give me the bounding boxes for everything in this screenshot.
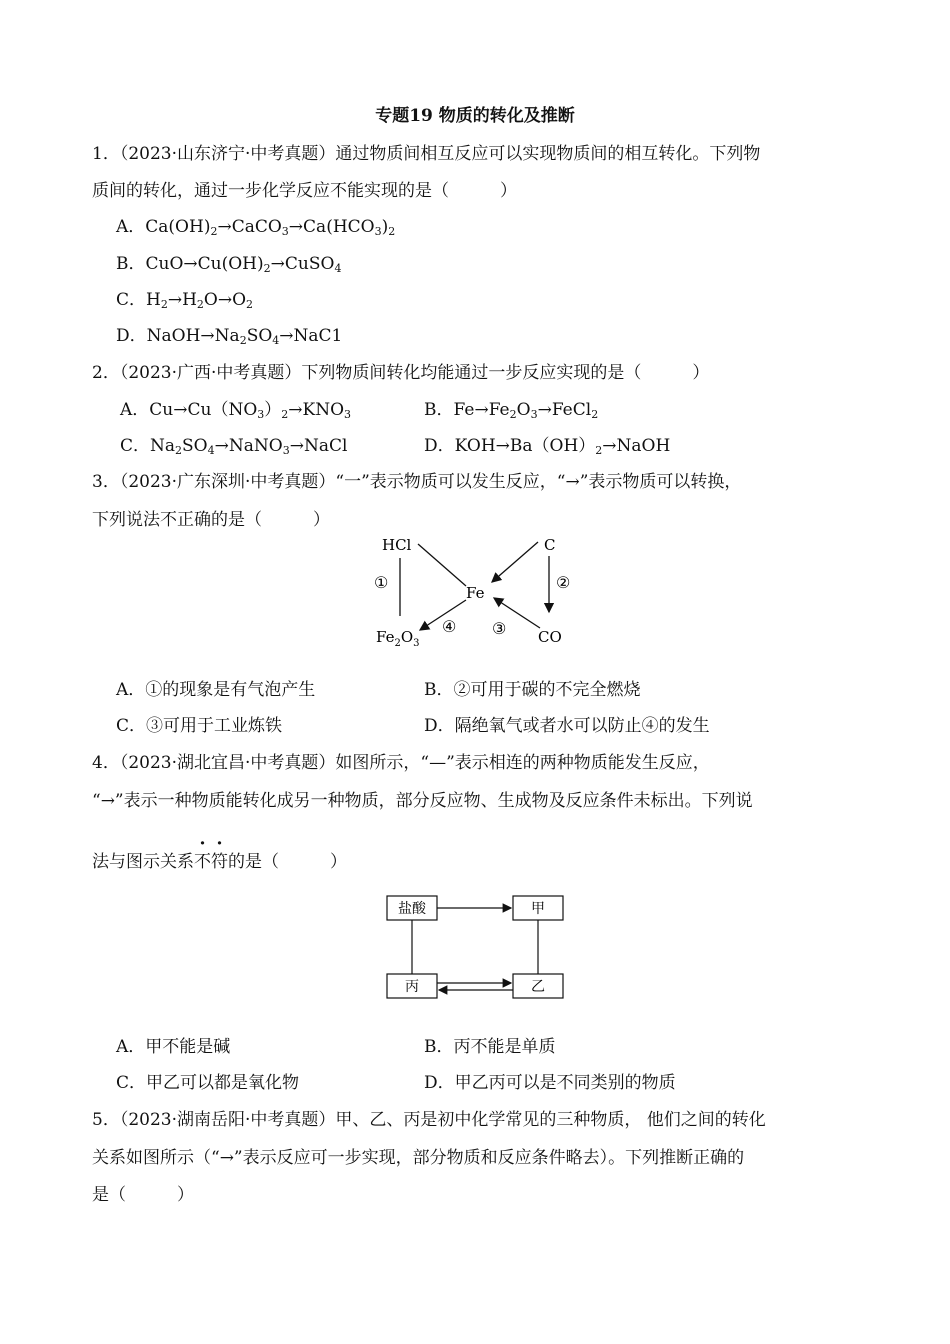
q4-label-bing: 丙 [405,979,419,995]
q4-stem-line1: 4．（2023·湖北宜昌·中考真题）如图所示，“—”表示相连的两种物质能发生反应， [92,753,710,773]
q1-option-c: C．$H_2\to H_2O\to O_2$ [116,290,254,311]
q1-stem-line2: 质间的转化，通过一步化学反应不能实现的是（ ） [92,181,517,201]
q4-label-jia: 甲 [531,901,545,917]
q4-box-diagram [380,890,580,1010]
q1-option-b: B．$CuO\to Cu(OH)_2\to CuSO_4$ [116,254,342,275]
q3-arrow-c-fe [492,542,538,582]
q3-option-b: B．②可用于碳的不完全燃烧 [424,680,641,700]
q4-option-b: B．丙不能是单质 [424,1037,556,1057]
q3-node-fe: Fe [466,584,485,602]
q3-label-1: ① [374,573,389,592]
q1-option-d: D．$NaOH\to Na_2SO_4\to NaC1$ [116,326,343,347]
q3-option-c: C．③可用于工业炼铁 [116,716,283,736]
page-title: 专题19 物质的转化及推断 [375,106,575,126]
q3-label-3: ③ [492,619,507,638]
q4-emphasis-bu: 不 [194,852,211,872]
q1-option-a: A．$Ca(OH)_2\to CaCO_3\to Ca(HCO_3)_2$ [116,217,396,238]
q3-node-fe2o3: $Fe_2O_3$ [376,628,420,649]
q3-stem-line1: 3．（2023·广东深圳·中考真题）“一”表示物质可以发生反应，“→”表示物质可以转换， [92,472,742,492]
q3-option-a: A．①的现象是有气泡产生 [116,680,316,700]
q4-option-a: A．甲不能是碱 [116,1037,231,1057]
q3-label-2: ② [556,573,571,592]
q3-option-d: D．隔绝氧气或者水可以防止④的发生 [424,716,710,736]
q5-stem-line3: 是（ ） [92,1185,194,1205]
q4-option-c: C．甲乙可以都是氧化物 [116,1073,300,1093]
q3-node-c: C [544,536,556,554]
q3-iron-diagram [370,530,590,650]
q2-option-a: A．$Cu\to Cu(NO_3)_2\to KNO_3$ [120,400,352,421]
q2-option-c: C．$Na_2SO_4\to NaNO_3\to NaCl$ [120,436,348,457]
q2-option-b: B．$Fe\to Fe_2O_3\to FeCl_2$ [424,400,599,421]
q3-stem-line2: 下列说法不正确的是（ ） [92,510,330,530]
q2-stem-line1: 2．（2023·广西·中考真题）下列物质间转化均能通过一步反应实现的是（ ） [92,363,710,383]
q4-stem-line2: “→”表示一种物质能转化成另一种物质，部分反应物、生成物及反应条件未标出。下列说 [92,791,753,811]
q3-node-hcl: HCl [382,536,412,554]
q4-label-yi: 乙 [531,979,545,995]
q5-stem-line2: 关系如图所示（“→”表示反应可一步实现，部分物质和反应条件略去）。下列推断正确的 [92,1148,745,1168]
q2-option-d: D．$KOH\to Ba(OH)_2\to NaOH$ [424,436,671,457]
q4-option-d: D．甲乙丙可以是不同类别的物质 [424,1073,676,1093]
q4-label-hcl: 盐酸 [398,901,426,917]
q3-label-4: ④ [442,617,457,636]
q3-line-hcl-fe [418,544,466,586]
q4-stem-line3: 法与图示关系不符的是（ ） [92,847,347,872]
q1-stem-line1: 1．（2023·山东济宁·中考真题）通过物质间相互反应可以实现物质间的相互转化。下列物 [92,144,761,164]
q5-stem-line1: 5．（2023·湖南岳阳·中考真题）甲、乙、丙是初中化学常见的三种物质， 他们之间的转化 [92,1110,766,1130]
q4-emphasis-fu: 符 [211,852,228,872]
q3-node-co: CO [538,628,562,646]
